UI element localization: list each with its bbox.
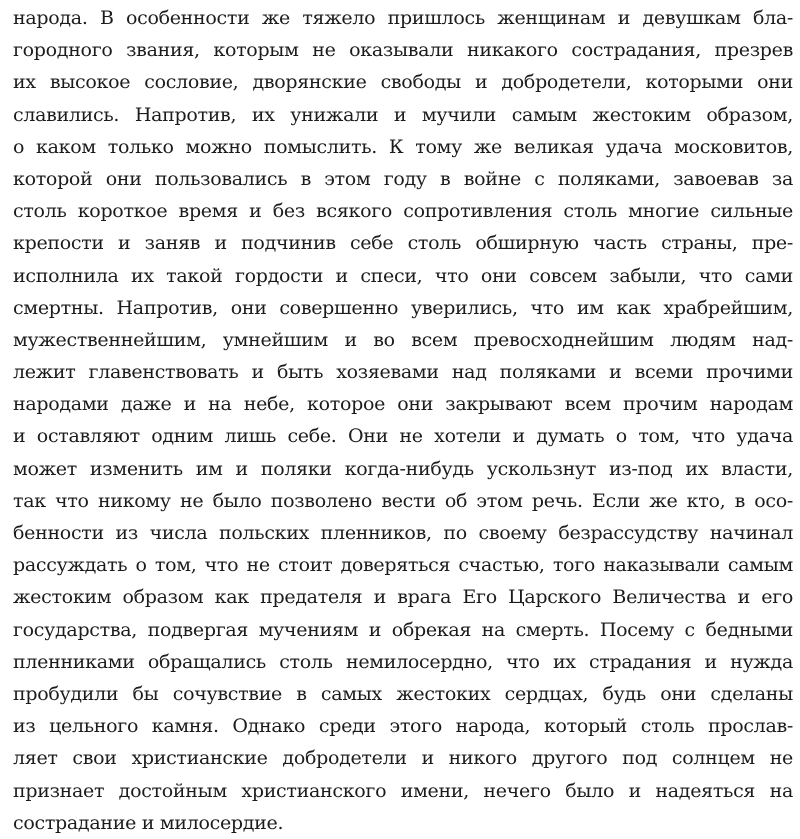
text-line: лежит главенствовать и быть хозяевами над поляками и всеми прочими [13, 361, 793, 384]
text-line: исполнила их такой гордости и спеси, что они совсем забыли, что сами [13, 264, 793, 287]
text-line: пробудили бы сочувствие в самых жестоких сердцах, будь они сделаны [13, 682, 793, 705]
text-line: которой они пользовались в этом году в войне с поляками, завоевав за [13, 167, 793, 190]
text-line: может изменить им и поляки когда-нибудь ускользнут из-под их власти, [13, 457, 793, 480]
text-line: и оставляют одним лишь себе. Они не хотели и думать о том, что удача [13, 425, 793, 448]
text-line: ляет свои христианские добродетели и никого другого под солнцем не [13, 747, 793, 770]
text-line: крепости и заняв и подчинив себе столь обширную часть страны, пре- [13, 232, 793, 255]
text-line: их высокое сословие, дворянские свободы и добродетели, которыми они [13, 71, 793, 94]
text-line: столь короткое время и без всякого сопротивления столь многие сильные [13, 200, 793, 223]
text-line: рассуждать о том, что не стоит доверяться счастью, того наказывали самым [13, 554, 793, 577]
text-line: признает достойным христианского имени, нечего было и надеяться на [13, 779, 793, 802]
text-line: так что никому не было позволено вести об этом речь. Если же кто, в осо- [13, 489, 793, 512]
text-line: сострадание и милосердие. [13, 811, 284, 834]
text-line: жестоким образом как предателя и врага Его Царского Величества и его [13, 586, 793, 609]
text-line: государства, подвергая мучениям и обрекая на смерть. Посему с бедными [13, 618, 793, 641]
text-line: народа. В особенности же тяжело пришлось женщинам и девушкам бла- [13, 7, 793, 29]
document-page [13, 2, 793, 839]
text-line: смертны. Напротив, они совершенно уверились, что им как храбрейшим, [13, 296, 793, 319]
text-line: народами даже и на небе, которое они закрывают всем прочим народам [13, 393, 793, 416]
text-line: из цельного камня. Однако среди этого народа, который столь прослав- [13, 715, 793, 738]
text-line: славились. Напротив, их унижали и мучили самым жестоким образом, [13, 103, 793, 126]
text-line: пленниками обращались столь немилосердно, что их страдания и нужда [13, 650, 793, 673]
text-line: о каком только можно помыслить. К тому же великая удача московитов, [13, 135, 793, 158]
text-line: бенности из числа польских пленников, по своему безрассудству начинал [13, 522, 793, 544]
text-line: городного звания, которым не оказывали никакого сострадания, презрев [13, 39, 793, 62]
text-line: мужественнейшим, умнейшим и во всем превосходнейшим людям над- [13, 328, 793, 351]
